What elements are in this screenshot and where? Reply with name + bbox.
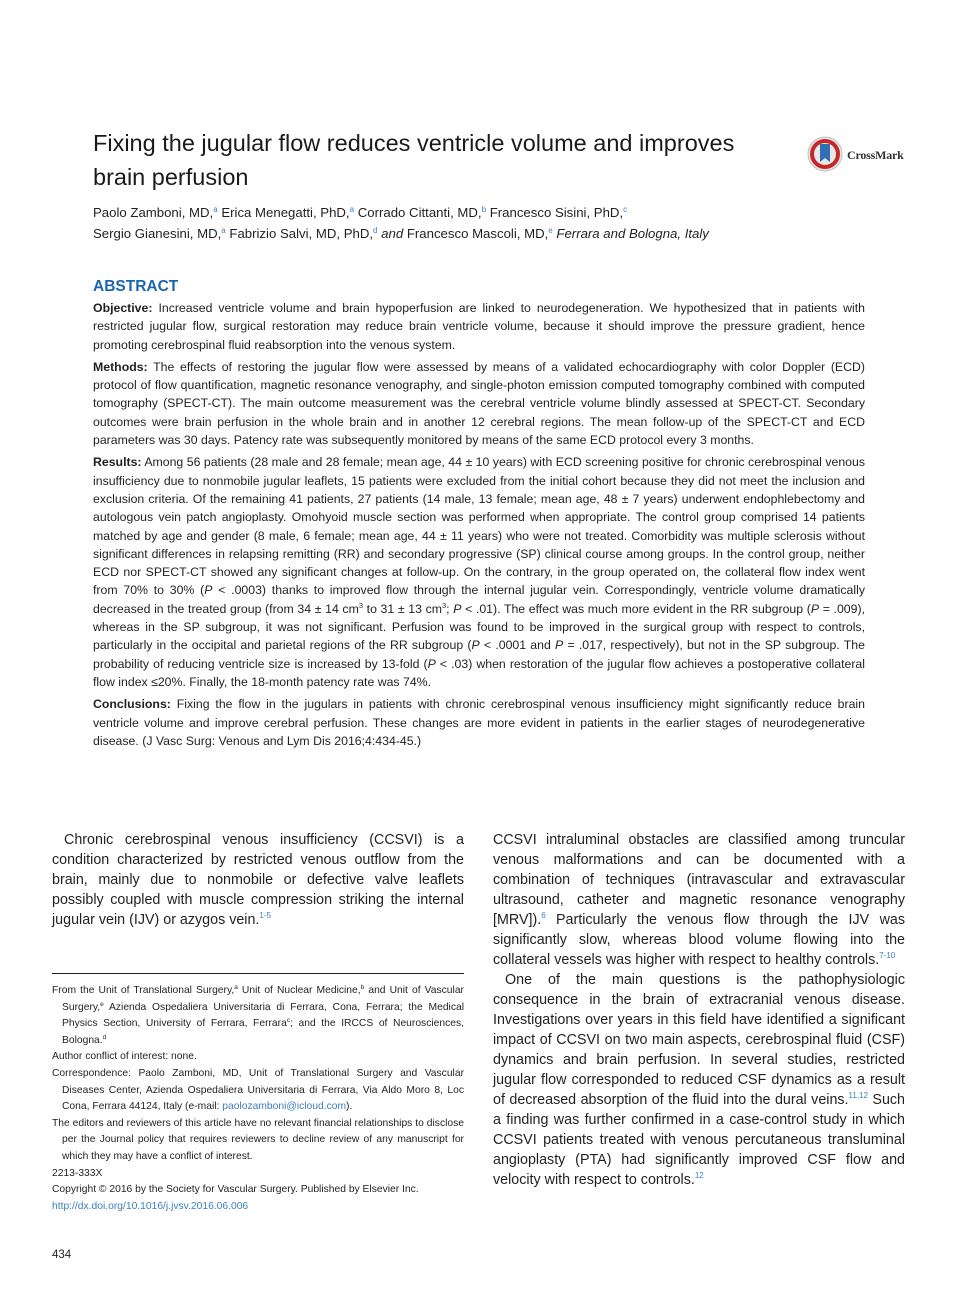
author-name: Francesco Mascoli, MD,	[406, 225, 549, 241]
doi-link[interactable]: http://dx.doi.org/10.1016/j.jvsv.2016.06.006	[52, 1200, 249, 1212]
affiliation-mark[interactable]: a	[221, 225, 226, 235]
body-text: One of the main questions is the pathophysiologic consequence in the brain of extracranial venous disease. Investigations over years in this field have identified a significant impact of CCSVI on two main aspects, cerebrospinal fluid (CSF) dynamics and brain perfusion. In several studies, restricted jugular flow corresponded to reduced CSF dynamics as a result of decreased absorption of the fluid into the dural veins.	[493, 972, 905, 1108]
abstract-conclusions	[93, 695, 865, 750]
abstract-text: = .017, respectively), but not in the SP subgroup. The probability of reducing ventricle size is increased by 13-fold (	[93, 638, 865, 671]
abstract-text: Among 56 patients (28 male and 28 female; mean age, 44 ± 10 years) with ECD screening positive for chronic cerebrospinal venous insufficiency due to nonmobile jugular leaflets, 15 patients were excluded from the initial cohort because they did not meet the inclusion and exclusion criteria. Of the remaining 41 patients, 27 patients (14 male, 13 female; mean age, 48 ± 7 years) underwent endophlebectomy and autologous vein patch angioplasty. Omohyoid muscle section was performed when appropriate. The control group comprised 14 patients matched by age and gender (8 male, 6 female; mean age, 44 ± 11 years) who were not treated. Comorbidity was multiple sclerosis without significant differences in relapsing remitting (RR) and secondary progressive (SP) clinical course among groups. In the control group, neither ECD nor SPECT-CT showed any significant changes at follow-up. On the contrary, in the group operated on, the collateral flow index went from 70% to 30% (	[93, 455, 865, 598]
affiliation-mark[interactable]: c	[623, 205, 628, 214]
p-value-symbol: P	[427, 656, 436, 671]
abstract-text: < .01). The effect was much more evident in the RR subgroup (	[461, 601, 811, 616]
abstract-label: Results:	[93, 455, 142, 470]
body-paragraph	[493, 970, 905, 1190]
affiliation-mark[interactable]: a	[349, 205, 355, 214]
footnote-text: Unit of Nuclear Medicine,	[237, 985, 361, 996]
affiliation-mark: e	[100, 1000, 104, 1008]
p-value-symbol: P	[453, 601, 462, 616]
article-title: Fixing the jugular flow reduces ventricle volume and improves brain perfusion	[93, 130, 735, 190]
p-value-symbol: P	[204, 583, 213, 598]
footnotes	[52, 983, 464, 1215]
author-name: Erica Menegatti, PhD,	[221, 205, 350, 220]
footnote-copyright: Copyright © 2016 by the Society for Vascular Surgery. Published by Elsevier Inc.	[52, 1184, 419, 1196]
abstract-text: < .0001 and	[479, 638, 556, 653]
citation-ref[interactable]: 1-5	[259, 911, 271, 920]
abstract-label: Methods:	[93, 359, 148, 374]
affiliation-mark[interactable]: a	[213, 205, 218, 214]
author-name: Fabrizio Salvi, MD, PhD,	[229, 225, 374, 241]
author-name: Francesco Sisini, PhD,	[489, 205, 624, 220]
abstract-text: The effects of restoring the jugular flow were assessed by means of a validated echocardiography with color Doppler (ECD) protocol of flow quantification, magnetic resonance venography, and single-photon emission computed tomography combined with computed tomography (SPECT-CT). The main outcome measurement was the cerebral ventricle volume blindly assessed at SPECT-CT. Secondary outcomes were brain perfusion in the whole brain and in another 12 cerebral regions. The mean follow-up of the SPECT-CT and ECD parameters was 30 days. Patency rate was subsequently monitored by means of the same ECD protocol every 3 months.	[93, 359, 865, 448]
abstract-text: = .009), whereas in the SP subgroup, it was not significant. Perfusion was found to be improved in the surgical group with respect to controls, particularly in the occipital and parietal regions of the RR subgroup (	[93, 601, 865, 653]
affiliation-mark: a	[234, 984, 238, 991]
footnote-affiliations	[52, 983, 464, 1049]
citation-ref[interactable]: 11,12	[848, 1091, 868, 1100]
abstract-text: ;	[446, 601, 454, 616]
abstract-methods	[93, 358, 865, 449]
abstract-results	[93, 453, 865, 691]
body-text: CCSVI intraluminal obstacles are classified among truncular venous malformations and can be documented with a combination of techniques (intravascular and extravascular ultrasound, catheter and magnetic resonance venography [MRV]).	[493, 832, 905, 928]
body-paragraph	[52, 830, 464, 930]
footnote-divider	[52, 973, 464, 974]
abstract-heading: ABSTRACT	[93, 278, 179, 295]
abstract-label: Objective:	[93, 301, 153, 315]
p-value-symbol: P	[555, 638, 564, 653]
body-column-left	[52, 830, 464, 930]
abstract-text: < .0003) thanks to improved flow through the internal jugular vein. Correspondingly, ventricle volume dramatically decreased in the treated group (from 34 ± 14 cm	[93, 583, 865, 616]
affiliation-mark[interactable]: d	[373, 225, 378, 235]
footnote-text: ).	[346, 1101, 353, 1113]
author-name: Paolo Zamboni, MD,	[93, 205, 214, 220]
author-list	[93, 203, 893, 244]
affiliation-mark: c	[286, 1017, 291, 1025]
footnote-issn: 2213-333X	[52, 1167, 103, 1179]
p-value-symbol: P	[810, 601, 820, 616]
citation-ref[interactable]: 7-10	[879, 951, 896, 960]
body-text: Particularly the venous flow through the IJV was significantly slow, whereas blood volume flowing into the collateral vessels was higher with respect to healthy controls.	[493, 912, 905, 968]
abstract-objective	[93, 299, 865, 354]
body-text: Such a finding was further confirmed in a case-control study in which CCSVI patients treated with venous percutaneous transluminal angioplasty (PTA) had significantly improved CSF flow and velocity with respect to controls.	[493, 1092, 905, 1188]
author-name: Corrado Cittanti, MD,	[357, 205, 482, 220]
body-column-right	[493, 830, 905, 1190]
body-text: Chronic cerebrospinal venous insufficiency (CCSVI) is a condition characterized by restricted venous outflow from the brain, mainly due to nonmobile or defective valve leaflets possibly coupled with muscle compression striking the internal jugular vein (IJV) or azygos vein.	[52, 832, 464, 928]
footnote-text: and Unit of Vascular Surgery,	[62, 985, 464, 1013]
crossmark-label: CrossMark	[847, 148, 904, 162]
footnote-editors: The editors and reviewers of this article have no relevant financial relationships to disclose per the Journal policy that requires reviewers to decline review of any manuscript for which they may have a conflict of interest.	[52, 1117, 464, 1162]
crossmark-badge[interactable]	[807, 136, 917, 176]
abstract-label: Conclusions:	[93, 697, 171, 712]
citation-ref[interactable]: 12	[694, 1171, 704, 1180]
footnote-conflict: Author conflict of interest: none.	[52, 1051, 197, 1063]
authors-location: Ferrara and Bologna, Italy	[556, 225, 709, 241]
affiliation-mark[interactable]: b	[481, 205, 487, 214]
body-paragraph	[493, 830, 905, 970]
page-number: 434	[52, 1249, 72, 1261]
unit-exponent: 3	[441, 600, 447, 610]
authors-conjunction: and	[381, 225, 404, 241]
footnote-correspondence	[52, 1066, 464, 1116]
email-link[interactable]: paolozamboni@icloud.com	[222, 1101, 347, 1113]
p-value-symbol: P	[471, 638, 480, 653]
affiliation-mark[interactable]: e	[548, 225, 553, 235]
author-name: Sergio Gianesini, MD,	[93, 225, 222, 241]
citation-ref[interactable]: 6	[541, 911, 546, 920]
abstract-text: to 31 ± 13 cm	[363, 601, 442, 616]
affiliation-mark: b	[360, 984, 365, 991]
abstract	[93, 277, 865, 754]
footnote-doi	[52, 1199, 464, 1216]
affiliation-mark: d	[102, 1033, 107, 1041]
footnote-text: Azienda Ospedaliera Universitaria di Ferrara, Cona, Ferrara; the Medical Physics Section, University of Ferrara, Ferrara	[62, 1001, 464, 1030]
abstract-text: < .03) when restoration of the jugular flow achieves a postoperative collateral flow index ≤20%. Finally, the 18-month patency rate was 74%.	[93, 656, 865, 689]
footnote-text: Correspondence: Paolo Zamboni, MD, Unit of Translational Surgery and Vascular Diseases Center, Azienda Ospedaliera Universitaria di Ferrara, Via Aldo Moro 8, Loc Cona, Ferrara 44124, Italy (e-mail:	[52, 1067, 464, 1113]
abstract-text: Fixing the flow in the jugulars in patients with chronic cerebrospinal venous insufficiency might significantly reduce brain ventricle volume and improve cerebral perfusion. These changes are more evident in patients in the earlier stages of neurodegenerative disease. (J Vasc Surg: Venous and Lym Dis 2016;4:434-45.)	[93, 697, 865, 748]
crossmark-icon	[807, 136, 843, 172]
unit-exponent: 3	[358, 600, 363, 610]
abstract-text: Increased ventricle volume and brain hypoperfusion are linked to neurodegeneration. We hypothesized that in patients with restricted jugular flow, surgical restoration may reduce brain ventricle volume, because it should improve the pressure gradient, hence promoting cerebrospinal fluid reabsorption into the venous system.	[93, 301, 865, 352]
footnote-text: From the Unit of Translational Surgery,	[52, 985, 235, 996]
footnote-text: ; and the IRCCS of Neurosciences, Bologna.	[62, 1018, 464, 1046]
